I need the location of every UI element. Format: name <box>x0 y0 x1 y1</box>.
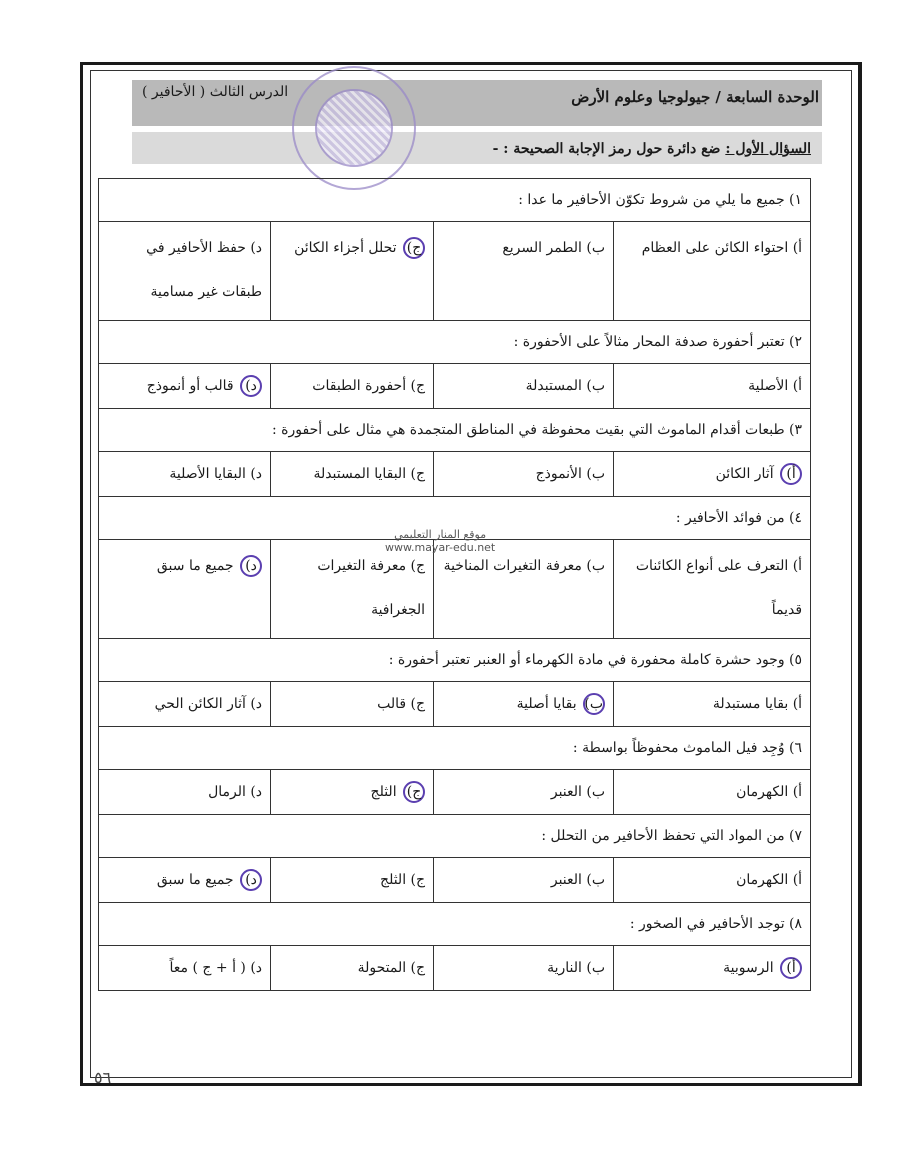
option-cell[interactable] <box>99 364 271 409</box>
option-letter: ج) <box>410 696 426 712</box>
option-text: المستبدلة <box>525 378 582 394</box>
option-letter: أ) <box>792 872 803 888</box>
option-letter: د) <box>250 466 263 482</box>
option-cell[interactable] <box>271 946 434 991</box>
option-cell[interactable] <box>271 858 434 903</box>
option-letter: د) <box>250 784 263 800</box>
option-letter: ج) <box>410 872 426 888</box>
option-text: المتحولة <box>357 960 407 976</box>
option-cell[interactable] <box>99 770 271 815</box>
options-row <box>99 364 811 409</box>
option-text: معرفة التغيرات المناخية <box>443 558 582 574</box>
question-stem-row <box>99 727 811 770</box>
option-text: العنبر <box>550 784 582 800</box>
option-text: قالب <box>377 696 407 712</box>
options-row <box>99 770 811 815</box>
question-stem-row <box>99 409 811 452</box>
option-cell[interactable] <box>614 222 811 321</box>
option-cell[interactable] <box>99 946 271 991</box>
watermark <box>385 528 495 554</box>
options-row <box>99 946 811 991</box>
option-text: بقايا مستبدلة <box>712 696 789 712</box>
circled-answer-letter: د) <box>240 869 262 891</box>
circled-answer-letter: ج) <box>403 781 425 803</box>
option-cell[interactable] <box>99 540 271 639</box>
unit-title: الوحدة السابعة / جيولوجيا وعلوم الأرض <box>571 88 819 106</box>
option-text: حفظ الأحافير في طبقات غير مسامية <box>146 240 263 300</box>
options-row <box>99 858 811 903</box>
option-letter: أ) <box>792 378 803 394</box>
question-stem: ٨) توجد الأحافير في الصخور : <box>99 903 811 946</box>
question-stem-row <box>99 321 811 364</box>
page-number: ٥٦ <box>94 1068 112 1087</box>
circled-answer-letter: أ) <box>780 463 802 485</box>
option-text: الكهرمان <box>736 784 789 800</box>
option-cell[interactable] <box>434 364 614 409</box>
watermark-url: www.mayar-edu.net <box>385 541 496 554</box>
option-letter: ب) <box>586 240 606 256</box>
circled-answer-letter: د) <box>240 375 262 397</box>
option-text: النارية <box>547 960 582 976</box>
option-text: الثلج <box>370 784 397 800</box>
option-cell[interactable] <box>99 222 271 321</box>
circled-answer-letter: د) <box>240 555 262 577</box>
option-text: التعرف على أنواع الكائنات قديماً <box>635 558 803 618</box>
option-letter: ب) <box>586 784 606 800</box>
option-cell[interactable] <box>434 452 614 497</box>
options-row <box>99 452 811 497</box>
option-text: البقايا المستبدلة <box>313 466 407 482</box>
option-text: الأنموذج <box>535 466 582 482</box>
option-cell[interactable] <box>434 770 614 815</box>
option-cell[interactable] <box>614 452 811 497</box>
option-text: تحلل أجزاء الكائن <box>294 240 397 256</box>
option-letter: د) <box>250 240 263 256</box>
option-letter: أ) <box>792 240 803 256</box>
option-text: الكهرمان <box>736 872 789 888</box>
option-letter: ج) <box>410 960 426 976</box>
option-cell[interactable] <box>434 858 614 903</box>
option-text: أحفورة الطبقات <box>312 378 407 394</box>
option-letter: ب) <box>586 558 606 574</box>
options-row <box>99 540 811 639</box>
option-cell[interactable] <box>614 946 811 991</box>
option-cell[interactable] <box>271 222 434 321</box>
option-cell[interactable] <box>271 682 434 727</box>
option-text: الرمال <box>208 784 246 800</box>
school-stamp-seal <box>292 66 416 190</box>
question-stem: ٣) طبعات أقدام الماموث التي بقيت محفوظة في المناطق المتجمدة هي مثال على أحفورة : <box>99 409 811 452</box>
lesson-title: الدرس الثالث ( الأحافير ) <box>142 84 289 100</box>
option-letter: ب) <box>586 872 606 888</box>
option-letter: د) <box>250 696 263 712</box>
option-cell[interactable] <box>271 364 434 409</box>
option-cell[interactable] <box>614 364 811 409</box>
option-text: آثار الكائن <box>715 466 774 482</box>
option-letter: أ) <box>792 696 803 712</box>
question-heading <box>493 141 811 157</box>
quiz-table <box>98 178 811 991</box>
option-letter: د) <box>250 960 263 976</box>
question-stem-row <box>99 179 811 222</box>
option-letter: ج) <box>410 466 426 482</box>
option-letter: أ) <box>792 784 803 800</box>
option-letter: ج) <box>410 558 426 574</box>
option-cell[interactable] <box>271 540 434 639</box>
question-stem-row <box>99 639 811 682</box>
option-cell[interactable] <box>271 770 434 815</box>
option-cell[interactable] <box>271 452 434 497</box>
option-text: آثار الكائن الحي <box>154 696 246 712</box>
question-heading-label: السؤال الأول : <box>725 141 811 157</box>
circled-answer-letter: أ) <box>780 957 802 979</box>
option-cell[interactable] <box>99 858 271 903</box>
option-cell[interactable] <box>434 682 614 727</box>
option-cell[interactable] <box>434 222 614 321</box>
circled-answer-letter: ب) <box>583 693 605 715</box>
option-text: البقايا الأصلية <box>169 466 246 482</box>
circled-answer-letter: ج) <box>403 237 425 259</box>
option-cell[interactable] <box>99 682 271 727</box>
question-stem: ١) جميع ما يلي من شروط تكوّن الأحافير ما عدا : <box>99 179 811 222</box>
question-stem: ٧) من المواد التي تحفظ الأحافير من التحلل : <box>99 815 811 858</box>
options-row <box>99 682 811 727</box>
option-cell[interactable] <box>614 858 811 903</box>
question-stem: ٢) تعتبر أحفورة صدفة المحار مثالاً على الأحفورة : <box>99 321 811 364</box>
option-cell[interactable] <box>434 946 614 991</box>
option-text: الرسوبية <box>723 960 774 976</box>
option-text: قالب أو أنموذج <box>146 378 234 394</box>
option-text: احتواء الكائن على العظام <box>641 240 789 256</box>
option-letter: أ) <box>792 558 803 574</box>
option-letter: ب) <box>586 378 606 394</box>
question-stem-row <box>99 903 811 946</box>
options-row <box>99 222 811 321</box>
question-stem: ٤) من فوائد الأحافير : <box>99 497 811 540</box>
option-text: الطمر السريع <box>502 240 582 256</box>
option-text: العنبر <box>550 872 582 888</box>
option-letter: ب) <box>586 960 606 976</box>
question-stem-row <box>99 815 811 858</box>
option-cell[interactable] <box>614 540 811 639</box>
option-text: الأصلية <box>748 378 789 394</box>
option-letter: ب) <box>586 466 606 482</box>
option-text: جميع ما سبق <box>156 872 234 888</box>
question-stem: ٦) وُجِد فيل الماموث محفوظاً بواسطة : <box>99 727 811 770</box>
option-text: بقايا أصلية <box>516 696 577 712</box>
stamp-globe-icon <box>315 89 393 167</box>
watermark-site-name: موقع المنار التعليمي <box>394 528 487 541</box>
option-cell[interactable] <box>614 770 811 815</box>
question-stem: ٥) وجود حشرة كاملة محفورة في مادة الكهرماء أو العنبر تعتبر أحفورة : <box>99 639 811 682</box>
option-text: معرفة التغيرات الجغرافية <box>317 558 426 618</box>
option-text: جميع ما سبق <box>156 558 234 574</box>
question-heading-text: ضع دائرة حول رمز الإجابة الصحيحة : - <box>492 141 721 157</box>
option-text: الثلج <box>380 872 407 888</box>
option-cell[interactable] <box>434 540 614 639</box>
option-text: ( أ + ج ) معاً <box>169 960 246 976</box>
option-cell[interactable] <box>614 682 811 727</box>
option-cell[interactable] <box>99 452 271 497</box>
option-letter: ج) <box>410 378 426 394</box>
